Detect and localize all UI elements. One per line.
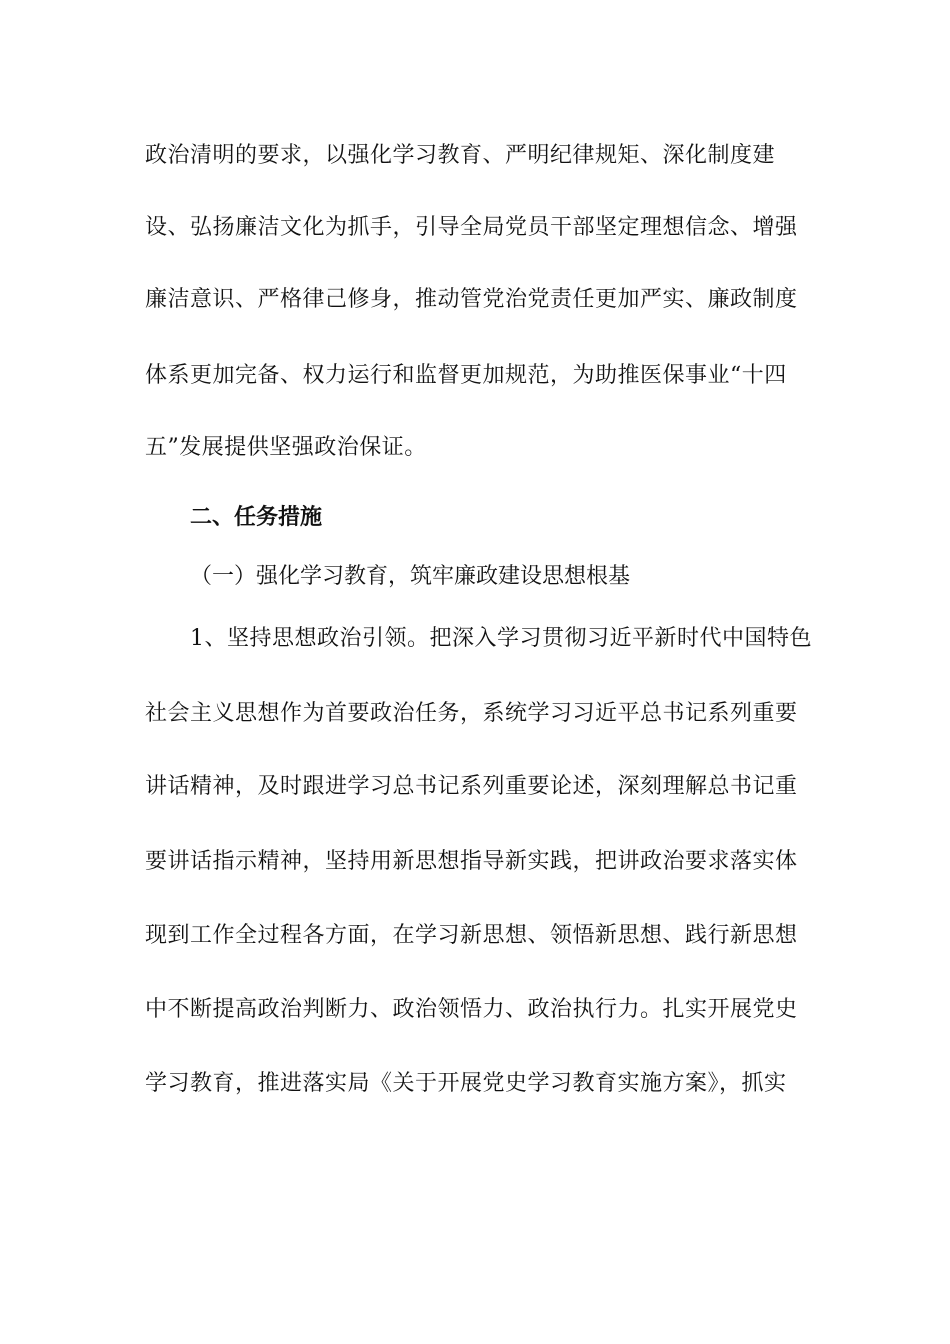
section-heading: 二、任务措施: [190, 505, 323, 530]
paragraph-line: 五”发展提供坚强政治保证。: [145, 435, 427, 460]
paragraph-line: 讲话精神，及时跟进学习总书记系列重要论述，深刻理解总书记重: [145, 774, 798, 799]
paragraph-line: 社会主义思想作为首要政治任务，系统学习习近平总书记系列重要: [145, 701, 798, 726]
paragraph-line: 中不断提高政治判断力、政治领悟力、政治执行力。扎实开展党史: [145, 997, 798, 1022]
paragraph-line: 政治清明的要求，以强化学习教育、严明纪律规矩、深化制度建: [145, 143, 776, 168]
subsection-heading: （一）强化学习教育，筑牢廉政建设思想根基: [190, 564, 631, 589]
paragraph-line: 廉洁意识、严格律己修身，推动管党治党责任更加严实、廉政制度: [145, 287, 798, 312]
paragraph-line: 学习教育，推进落实局《关于开展党史学习教育实施方案》，抓实: [145, 1071, 787, 1096]
paragraph-line: 要讲话指示精神，坚持用新思想指导新实践，把讲政治要求落实体: [145, 849, 798, 874]
paragraph-line: 设、弘扬廉洁文化为抓手，引导全局党员干部坚定理想信念、增强: [145, 215, 798, 240]
paragraph-line: 1、坚持思想政治引领。把深入学习贯彻习近平新时代中国特色: [190, 626, 812, 651]
paragraph-line: 体系更加完备、权力运行和监督更加规范，为助推医保事业“十四: [145, 363, 787, 388]
paragraph-line: 现到工作全过程各方面，在学习新思想、领悟新思想、践行新思想: [145, 923, 798, 948]
